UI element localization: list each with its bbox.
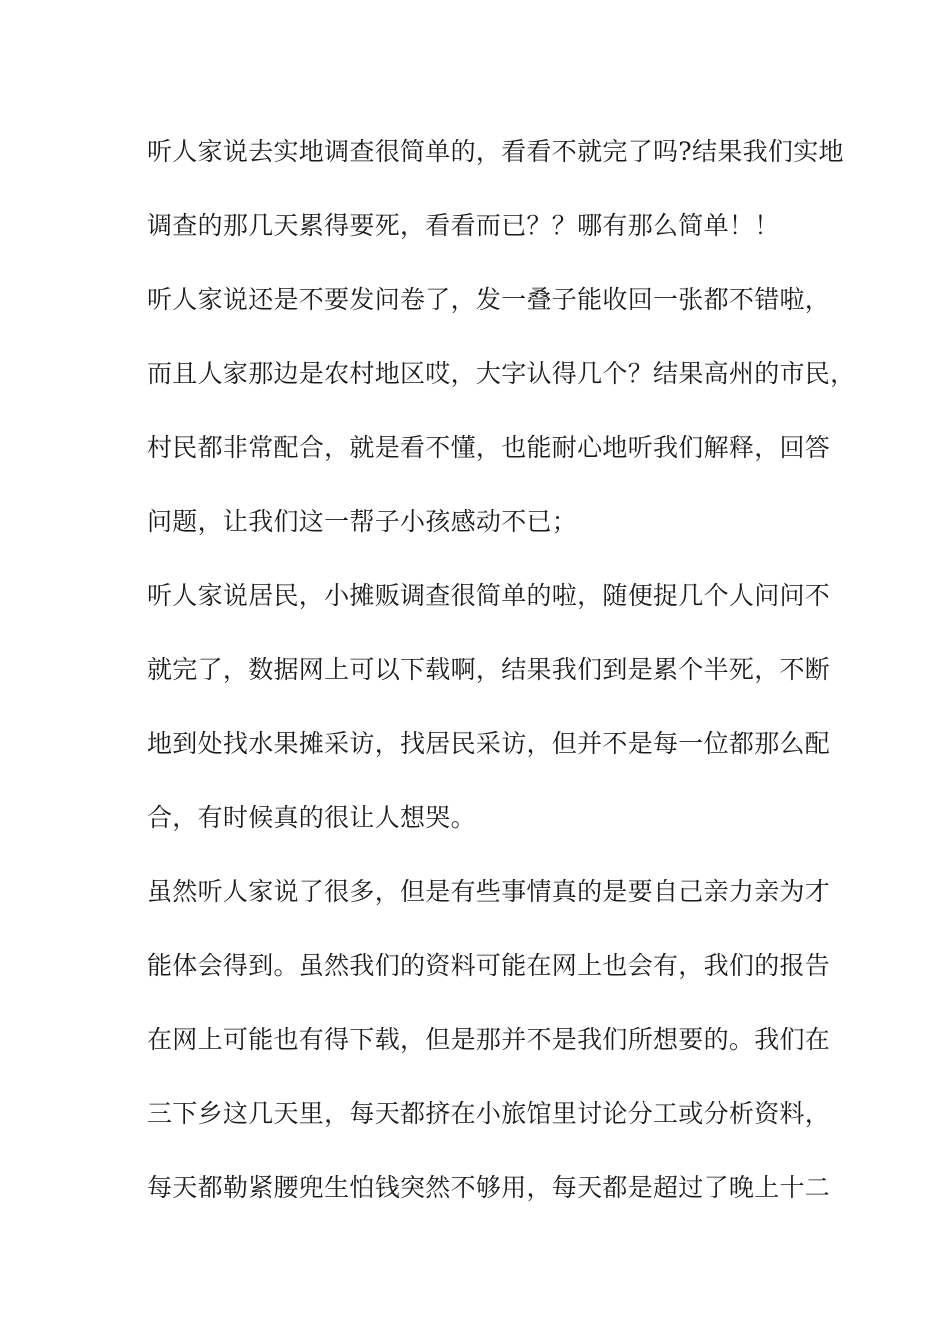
text-line: 地到处找水果摊采访，找居民采访，但并不是每一位都那么配 — [147, 729, 831, 758]
text-line: 虽然听人家说了很多，但是有些事情真的是要自己亲力亲为才 — [147, 877, 831, 906]
text-line: 问题，让我们这一帮子小孩感动不已； — [147, 507, 578, 536]
text-line: 在网上可能也有得下载，但是那并不是我们所想要的。我们在 — [147, 1025, 831, 1054]
text-line: 三下乡这几天里，每天都挤在小旅馆里讨论分工或分析资料， — [147, 1099, 831, 1128]
text-line: 每天都勒紧腰兜生怕钱突然不够用，每天都是超过了晚上十二 — [147, 1173, 831, 1202]
text-line: 而且人家那边是农村地区哎，大字认得几个？结果高州的市民， — [147, 359, 856, 388]
text-line: 村民都非常配合，就是看不懂，也能耐心地听我们解释，回答 — [147, 433, 831, 462]
text-line: 调查的那几天累得要死，看看而已？？哪有那么简单！！ — [147, 211, 780, 240]
text-line: 合，有时候真的很让人想哭。 — [147, 803, 476, 832]
text-line: 听人家说居民，小摊贩调查很简单的啦，随便捉几个人问问不 — [147, 581, 831, 610]
text-line: 听人家说还是不要发问卷了，发一叠子能收回一张都不错啦， — [147, 285, 831, 314]
text-line: 能体会得到。虽然我们的资料可能在网上也会有，我们的报告 — [147, 951, 831, 980]
text-line: 就完了，数据网上可以下载啊，结果我们到是累个半死，不断 — [147, 655, 831, 684]
text-line: 听人家说去实地调查很简单的，看看不就完了吗?结果我们实地 — [147, 137, 844, 166]
